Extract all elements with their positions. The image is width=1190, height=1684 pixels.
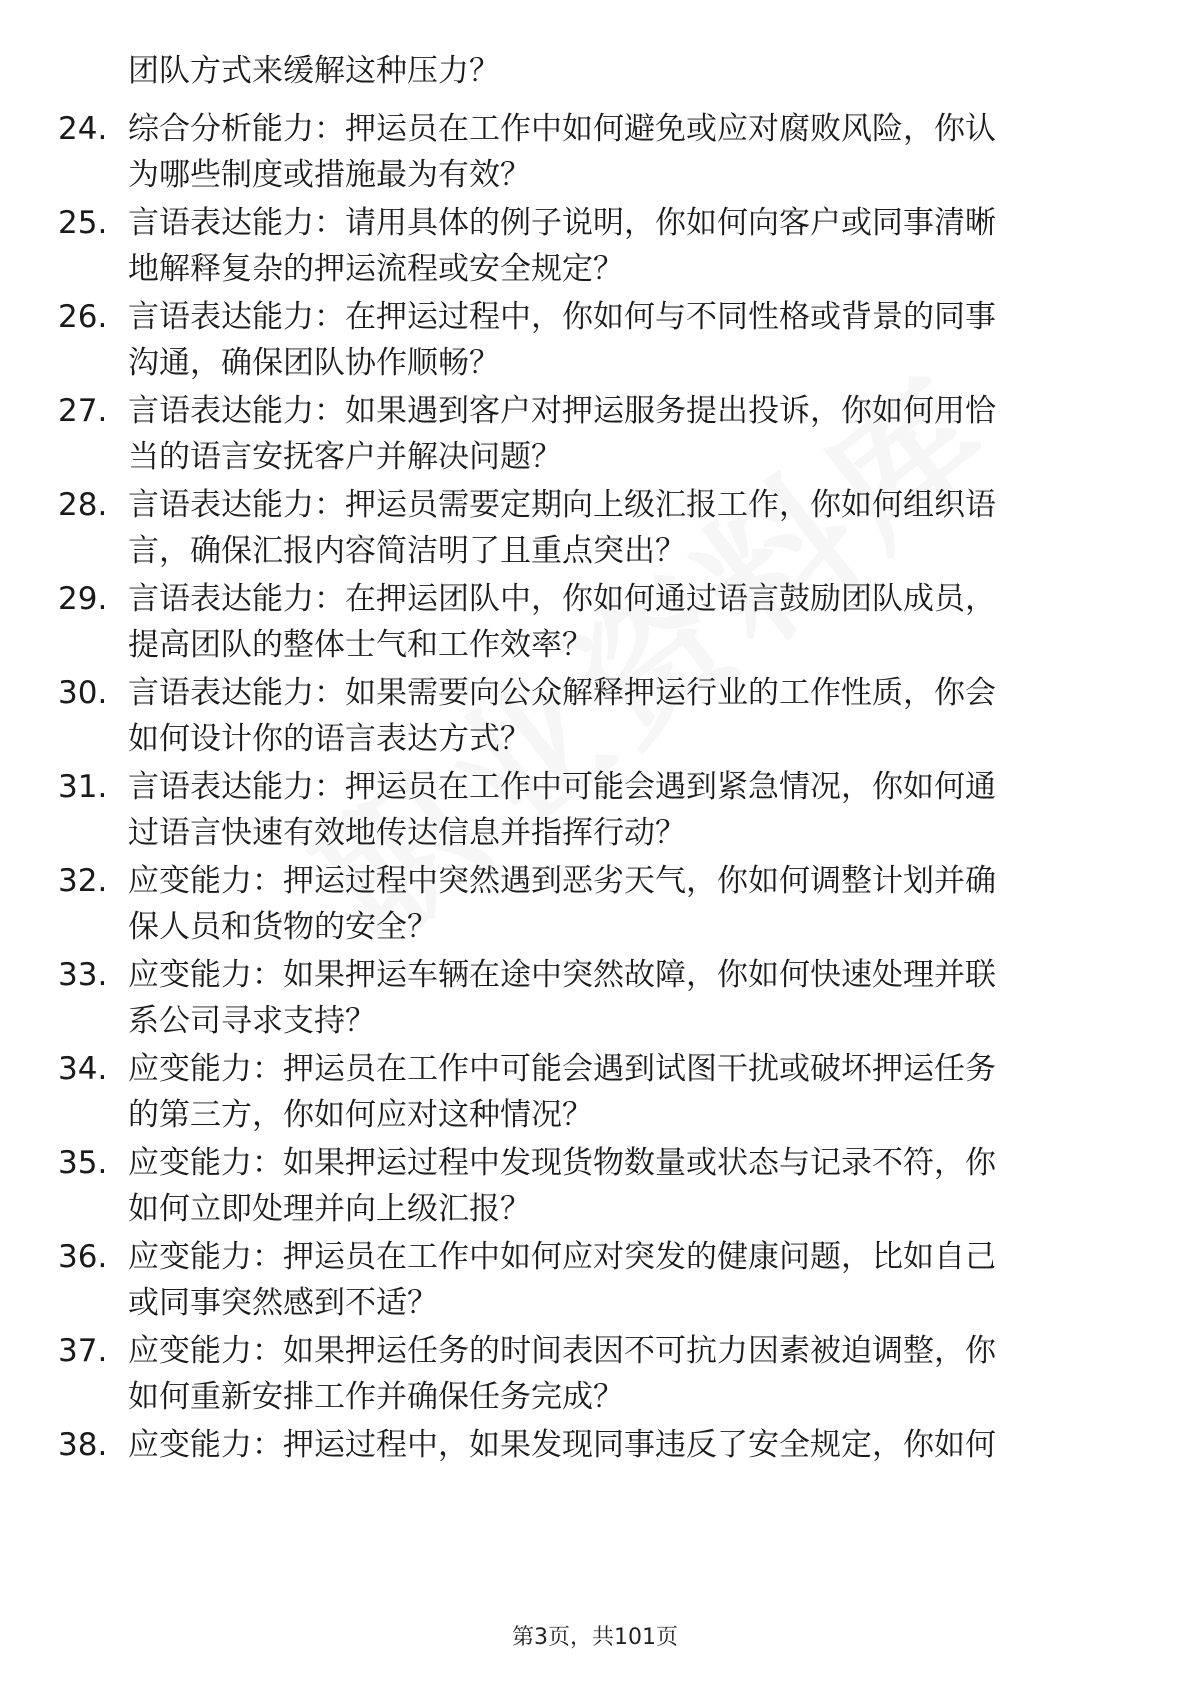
page-number: 第3页，共101页 bbox=[512, 1625, 678, 1650]
question-line: 应变能力：如果押运过程中发现货物数量或状态与记录不符，你 bbox=[128, 1145, 996, 1181]
question-text bbox=[128, 576, 1128, 668]
question-line: 言语表达能力：请用具体的例子说明，你如何向客户或同事清晰 bbox=[128, 205, 996, 241]
question-line: 言语表达能力：如果需要向公众解释押运行业的工作性质，你会 bbox=[128, 675, 996, 711]
question-number: 27. bbox=[58, 393, 108, 429]
question-number: 35. bbox=[58, 1145, 108, 1181]
question-line: 当的语言安抚客户并解决问题？ bbox=[128, 439, 562, 475]
question-line: 应变能力：押运过程中突然遇到恶劣天气，你如何调整计划并确 bbox=[128, 863, 996, 899]
question-number: 31. bbox=[58, 769, 108, 805]
question-line: 团队方式来缓解这种压力？ bbox=[128, 53, 500, 89]
question-text bbox=[128, 1046, 1128, 1138]
question-line: 如何重新安排工作并确保任务完成？ bbox=[128, 1379, 624, 1415]
question-line: 言语表达能力：在押运团队中，你如何通过语言鼓励团队成员， bbox=[128, 581, 996, 617]
question-number: 25. bbox=[58, 205, 108, 241]
question-text bbox=[128, 858, 1128, 950]
question-line: 如何立即处理并向上级汇报？ bbox=[128, 1191, 531, 1227]
question-number: 30. bbox=[58, 675, 108, 711]
question-text bbox=[128, 1422, 1128, 1468]
question-line: 提高团队的整体士气和工作效率？ bbox=[128, 627, 593, 663]
question-line: 系公司寻求支持？ bbox=[128, 1003, 376, 1039]
question-number: 24. bbox=[58, 111, 108, 147]
question-line: 为哪些制度或措施最为有效？ bbox=[128, 157, 531, 193]
question-line: 应变能力：如果押运任务的时间表因不可抗力因素被迫调整，你 bbox=[128, 1333, 996, 1369]
question-line: 应变能力：押运过程中，如果发现同事违反了安全规定，你如何 bbox=[128, 1427, 996, 1463]
question-number: 38. bbox=[58, 1427, 108, 1463]
question-line: 地解释复杂的押运流程或安全规定？ bbox=[128, 251, 624, 287]
question-line: 沟通，确保团队协作顺畅？ bbox=[128, 345, 500, 381]
question-line: 言语表达能力：如果遇到客户对押运服务提出投诉，你如何用恰 bbox=[128, 393, 996, 429]
question-line: 言，确保汇报内容简洁明了且重点突出？ bbox=[128, 533, 686, 569]
question-text bbox=[128, 482, 1128, 574]
question-line: 应变能力：押运员在工作中如何应对突发的健康问题，比如自己 bbox=[128, 1239, 996, 1275]
question-text bbox=[128, 388, 1128, 480]
question-text bbox=[128, 1234, 1128, 1326]
question-line: 言语表达能力：押运员需要定期向上级汇报工作，你如何组织语 bbox=[128, 487, 996, 523]
question-line: 如何设计你的语言表达方式？ bbox=[128, 721, 531, 757]
question-number: 34. bbox=[58, 1051, 108, 1087]
question-line: 言语表达能力：押运员在工作中可能会遇到紧急情况，你如何通 bbox=[128, 769, 996, 805]
question-text bbox=[128, 764, 1128, 856]
question-text bbox=[128, 48, 1128, 94]
question-number: 37. bbox=[58, 1333, 108, 1369]
question-text bbox=[128, 670, 1128, 762]
question-text bbox=[128, 952, 1128, 1044]
question-text bbox=[128, 106, 1128, 198]
question-text bbox=[128, 1140, 1128, 1232]
question-line: 言语表达能力：在押运过程中，你如何与不同性格或背景的同事 bbox=[128, 299, 996, 335]
question-text bbox=[128, 294, 1128, 386]
question-line: 应变能力：押运员在工作中可能会遇到试图干扰或破坏押运任务 bbox=[128, 1051, 996, 1087]
question-number: 36. bbox=[58, 1239, 108, 1275]
question-line: 的第三方，你如何应对这种情况？ bbox=[128, 1097, 593, 1133]
question-number: 26. bbox=[58, 299, 108, 335]
question-text bbox=[128, 200, 1128, 292]
question-number: 33. bbox=[58, 957, 108, 993]
question-number: 28. bbox=[58, 487, 108, 523]
question-line: 综合分析能力：押运员在工作中如何避免或应对腐败风险，你认 bbox=[128, 111, 996, 147]
question-line: 过语言快速有效地传达信息并指挥行动？ bbox=[128, 815, 686, 851]
question-text bbox=[128, 1328, 1128, 1420]
question-number: 32. bbox=[58, 863, 108, 899]
question-line: 保人员和货物的安全？ bbox=[128, 909, 438, 945]
question-number: 29. bbox=[58, 581, 108, 617]
question-line: 应变能力：如果押运车辆在途中突然故障，你如何快速处理并联 bbox=[128, 957, 996, 993]
question-line: 或同事突然感到不适？ bbox=[128, 1285, 438, 1321]
